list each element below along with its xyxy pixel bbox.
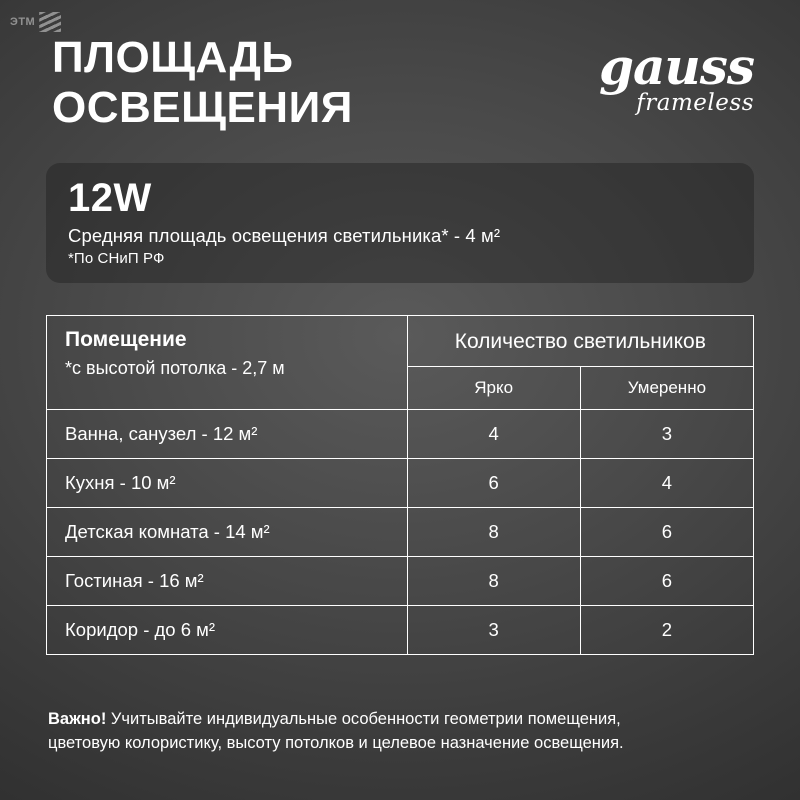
page-title xyxy=(52,33,353,132)
table-row xyxy=(47,410,754,459)
power-note: *По СНиП РФ xyxy=(68,250,165,267)
striped-square-logo-icon xyxy=(39,12,61,32)
table-row xyxy=(47,459,754,508)
title-line-2: ОСВЕЩЕНИЯ xyxy=(52,83,353,132)
cell-room: Коридор - до 6 м² xyxy=(47,606,408,655)
cell-bright: 6 xyxy=(407,459,580,508)
header-room-subtitle: *с высотой потолка - 2,7 м xyxy=(65,358,285,379)
cell-moderate: 3 xyxy=(580,410,753,459)
power-panel xyxy=(46,163,754,283)
cell-moderate: 4 xyxy=(580,459,753,508)
table-header-row-1 xyxy=(47,316,754,367)
poster-header xyxy=(52,33,754,132)
cell-bright: 8 xyxy=(407,557,580,606)
watermark xyxy=(10,12,61,32)
header-bright: Ярко xyxy=(407,367,580,410)
area-table-container xyxy=(46,315,754,655)
footer-note xyxy=(48,708,756,756)
header-room-cell xyxy=(47,316,408,410)
table-row xyxy=(47,557,754,606)
brand-logo xyxy=(598,37,754,116)
header-count-title: Количество светильников xyxy=(407,316,753,367)
brand-name: gauss xyxy=(598,37,754,96)
cell-room: Детская комната - 14 м² xyxy=(47,508,408,557)
cell-moderate: 6 xyxy=(580,508,753,557)
cell-bright: 3 xyxy=(407,606,580,655)
cell-bright: 8 xyxy=(407,508,580,557)
watermark-label: ЭТМ xyxy=(10,16,36,28)
cell-room: Гостиная - 16 м² xyxy=(47,557,408,606)
brand-subtitle: frameless xyxy=(636,90,754,116)
header-moderate: Умеренно xyxy=(580,367,753,410)
table-row xyxy=(47,508,754,557)
power-value: 12W xyxy=(68,176,152,220)
cell-bright: 4 xyxy=(407,410,580,459)
power-description: Средняя площадь освещения светильника* - 4 м² xyxy=(68,225,501,246)
footer-label: Важно! xyxy=(48,710,107,728)
header-room-title: Помещение xyxy=(65,328,187,351)
cell-room: Кухня - 10 м² xyxy=(47,459,408,508)
footer-text-1: Учитывайте индивидуальные особенности геометрии помещения, xyxy=(106,710,621,728)
cell-room: Ванна, санузел - 12 м² xyxy=(47,410,408,459)
cell-moderate: 6 xyxy=(580,557,753,606)
area-table xyxy=(46,315,754,655)
area-table-body xyxy=(47,410,754,655)
title-line-1: ПЛОЩАДЬ xyxy=(52,33,294,82)
footer-text-2: цветовую колористику, высоту потолков и целевое назначение освещения. xyxy=(48,733,624,752)
cell-moderate: 2 xyxy=(580,606,753,655)
table-row xyxy=(47,606,754,655)
